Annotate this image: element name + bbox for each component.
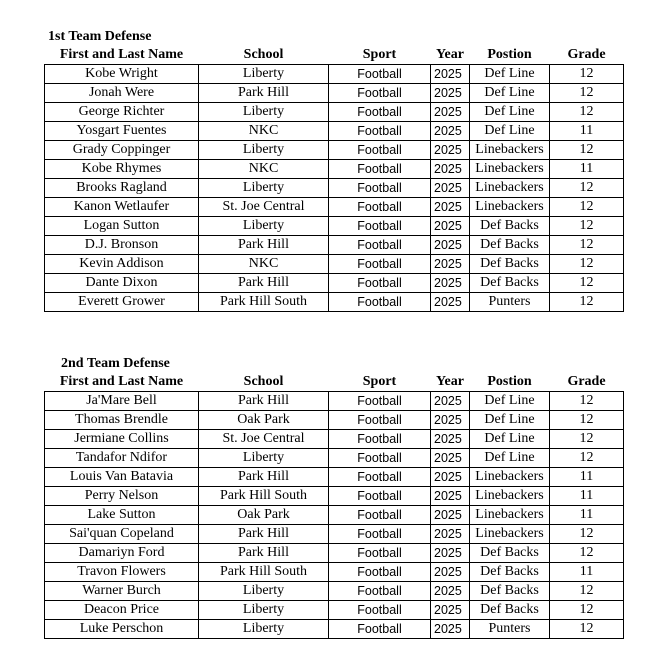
first-team-section bbox=[44, 28, 624, 312]
year-cell: 2025 bbox=[431, 582, 470, 601]
position-cell: Linebackers bbox=[470, 198, 550, 217]
school-cell: NKC bbox=[199, 122, 329, 141]
table-row bbox=[45, 65, 624, 84]
header-grade: Grade bbox=[567, 47, 606, 62]
grade-cell: 12 bbox=[550, 430, 624, 449]
grade-cell: 12 bbox=[550, 84, 624, 103]
school-cell: Liberty bbox=[199, 601, 329, 620]
player-name-cell: Tandafor Ndifor bbox=[45, 449, 199, 468]
player-name-cell: Perry Nelson bbox=[45, 487, 199, 506]
school-cell: Liberty bbox=[199, 141, 329, 160]
school-cell: Liberty bbox=[199, 582, 329, 601]
grade-cell: 12 bbox=[550, 544, 624, 563]
table-row bbox=[45, 179, 624, 198]
school-cell: Park Hill bbox=[199, 468, 329, 487]
header-sport: Sport bbox=[362, 374, 397, 389]
school-cell: Park Hill bbox=[199, 544, 329, 563]
player-name-cell: Louis Van Batavia bbox=[45, 468, 199, 487]
school-cell: Liberty bbox=[199, 179, 329, 198]
second-team-section bbox=[44, 355, 624, 639]
sport-cell: Football bbox=[329, 506, 431, 525]
header-sport: Sport bbox=[362, 47, 397, 62]
table-row bbox=[45, 274, 624, 293]
year-cell: 2025 bbox=[431, 217, 470, 236]
year-cell: 2025 bbox=[431, 411, 470, 430]
year-cell: 2025 bbox=[431, 620, 470, 639]
table-row bbox=[45, 293, 624, 312]
grade-cell: 12 bbox=[550, 65, 624, 84]
year-cell: 2025 bbox=[431, 255, 470, 274]
grade-cell: 12 bbox=[550, 198, 624, 217]
table-row bbox=[45, 141, 624, 160]
sport-cell: Football bbox=[329, 544, 431, 563]
grade-cell: 12 bbox=[550, 103, 624, 122]
header-position: Postion bbox=[487, 47, 532, 62]
table-row bbox=[45, 122, 624, 141]
school-cell: Oak Park bbox=[199, 411, 329, 430]
player-name-cell: Yosgart Fuentes bbox=[45, 122, 199, 141]
grade-cell: 12 bbox=[550, 449, 624, 468]
table-row bbox=[45, 468, 624, 487]
year-cell: 2025 bbox=[431, 525, 470, 544]
player-name-cell: Warner Burch bbox=[45, 582, 199, 601]
player-name-cell: Sai'quan Copeland bbox=[45, 525, 199, 544]
sport-cell: Football bbox=[329, 65, 431, 84]
school-cell: NKC bbox=[199, 160, 329, 179]
player-name-cell: Kanon Wetlaufer bbox=[45, 198, 199, 217]
header-row bbox=[45, 46, 624, 65]
table-row bbox=[45, 411, 624, 430]
position-cell: Linebackers bbox=[470, 179, 550, 198]
player-name-cell: Logan Sutton bbox=[45, 217, 199, 236]
sport-cell: Football bbox=[329, 392, 431, 411]
position-cell: Def Backs bbox=[470, 236, 550, 255]
school-cell: Park Hill bbox=[199, 525, 329, 544]
school-cell: St. Joe Central bbox=[199, 198, 329, 217]
grade-cell: 12 bbox=[550, 293, 624, 312]
grade-cell: 11 bbox=[550, 468, 624, 487]
position-cell: Punters bbox=[470, 620, 550, 639]
grade-cell: 11 bbox=[550, 506, 624, 525]
sport-cell: Football bbox=[329, 601, 431, 620]
position-cell: Linebackers bbox=[470, 506, 550, 525]
school-cell: Park Hill South bbox=[199, 487, 329, 506]
grade-cell: 12 bbox=[550, 392, 624, 411]
position-cell: Linebackers bbox=[470, 160, 550, 179]
position-cell: Def Backs bbox=[470, 217, 550, 236]
grade-cell: 12 bbox=[550, 236, 624, 255]
position-cell: Def Backs bbox=[470, 255, 550, 274]
year-cell: 2025 bbox=[431, 236, 470, 255]
year-cell: 2025 bbox=[431, 103, 470, 122]
sport-cell: Football bbox=[329, 487, 431, 506]
sport-cell: Football bbox=[329, 141, 431, 160]
player-name-cell: Everett Grower bbox=[45, 293, 199, 312]
grade-cell: 11 bbox=[550, 563, 624, 582]
year-cell: 2025 bbox=[431, 544, 470, 563]
sport-cell: Football bbox=[329, 293, 431, 312]
school-cell: St. Joe Central bbox=[199, 430, 329, 449]
table-row bbox=[45, 525, 624, 544]
table-row bbox=[45, 430, 624, 449]
year-cell: 2025 bbox=[431, 122, 470, 141]
position-cell: Def Line bbox=[470, 392, 550, 411]
player-name-cell: Jonah Were bbox=[45, 84, 199, 103]
table-row bbox=[45, 620, 624, 639]
header-name: First and Last Name bbox=[59, 374, 184, 389]
player-name-cell: Dante Dixon bbox=[45, 274, 199, 293]
year-cell: 2025 bbox=[431, 468, 470, 487]
player-name-cell: Luke Perschon bbox=[45, 620, 199, 639]
grade-cell: 12 bbox=[550, 411, 624, 430]
position-cell: Def Line bbox=[470, 65, 550, 84]
sport-cell: Football bbox=[329, 179, 431, 198]
header-name: First and Last Name bbox=[59, 47, 184, 62]
position-cell: Def Line bbox=[470, 122, 550, 141]
second-team-body bbox=[45, 392, 624, 639]
position-cell: Linebackers bbox=[470, 141, 550, 160]
year-cell: 2025 bbox=[431, 198, 470, 217]
school-cell: Liberty bbox=[199, 620, 329, 639]
table-row bbox=[45, 103, 624, 122]
year-cell: 2025 bbox=[431, 84, 470, 103]
year-cell: 2025 bbox=[431, 392, 470, 411]
grade-cell: 12 bbox=[550, 601, 624, 620]
year-cell: 2025 bbox=[431, 141, 470, 160]
grade-cell: 12 bbox=[550, 582, 624, 601]
position-cell: Def Line bbox=[470, 411, 550, 430]
first-team-table bbox=[44, 46, 624, 312]
grade-cell: 12 bbox=[550, 255, 624, 274]
table-row bbox=[45, 392, 624, 411]
player-name-cell: George Richter bbox=[45, 103, 199, 122]
position-cell: Def Line bbox=[470, 103, 550, 122]
position-cell: Def Line bbox=[470, 449, 550, 468]
player-name-cell: Kobe Wright bbox=[45, 65, 199, 84]
grade-cell: 12 bbox=[550, 620, 624, 639]
sport-cell: Football bbox=[329, 217, 431, 236]
school-cell: Liberty bbox=[199, 217, 329, 236]
player-name-cell: Grady Coppinger bbox=[45, 141, 199, 160]
player-name-cell: Deacon Price bbox=[45, 601, 199, 620]
position-cell: Linebackers bbox=[470, 487, 550, 506]
position-cell: Def Backs bbox=[470, 544, 550, 563]
school-cell: Park Hill bbox=[199, 392, 329, 411]
first-team-title: 1st Team Defense bbox=[48, 29, 152, 44]
position-cell: Def Line bbox=[470, 430, 550, 449]
header-grade: Grade bbox=[567, 374, 606, 389]
year-cell: 2025 bbox=[431, 487, 470, 506]
grade-cell: 12 bbox=[550, 141, 624, 160]
header-position: Postion bbox=[487, 374, 532, 389]
player-name-cell: Jermiane Collins bbox=[45, 430, 199, 449]
sport-cell: Football bbox=[329, 620, 431, 639]
position-cell: Linebackers bbox=[470, 525, 550, 544]
school-cell: Park Hill South bbox=[199, 293, 329, 312]
grade-cell: 12 bbox=[550, 525, 624, 544]
position-cell: Punters bbox=[470, 293, 550, 312]
position-cell: Def Line bbox=[470, 84, 550, 103]
position-cell: Def Backs bbox=[470, 563, 550, 582]
sport-cell: Football bbox=[329, 430, 431, 449]
grade-cell: 12 bbox=[550, 217, 624, 236]
school-cell: Park Hill bbox=[199, 236, 329, 255]
table-row bbox=[45, 255, 624, 274]
year-cell: 2025 bbox=[431, 563, 470, 582]
school-cell: Liberty bbox=[199, 103, 329, 122]
table-row bbox=[45, 449, 624, 468]
year-cell: 2025 bbox=[431, 506, 470, 525]
sport-cell: Football bbox=[329, 411, 431, 430]
first-team-body bbox=[45, 65, 624, 312]
year-cell: 2025 bbox=[431, 179, 470, 198]
second-team-title: 2nd Team Defense bbox=[61, 356, 170, 371]
sport-cell: Football bbox=[329, 236, 431, 255]
table-row bbox=[45, 487, 624, 506]
sport-cell: Football bbox=[329, 255, 431, 274]
sport-cell: Football bbox=[329, 198, 431, 217]
table-row bbox=[45, 84, 624, 103]
player-name-cell: Travon Flowers bbox=[45, 563, 199, 582]
sport-cell: Football bbox=[329, 160, 431, 179]
header-year: Year bbox=[436, 374, 464, 389]
school-cell: Park Hill South bbox=[199, 563, 329, 582]
header-school: School bbox=[243, 374, 284, 389]
table-row bbox=[45, 506, 624, 525]
sport-cell: Football bbox=[329, 468, 431, 487]
table-row bbox=[45, 563, 624, 582]
table-row bbox=[45, 601, 624, 620]
sport-cell: Football bbox=[329, 122, 431, 141]
position-cell: Def Backs bbox=[470, 274, 550, 293]
second-team-table bbox=[44, 373, 624, 639]
school-cell: Park Hill bbox=[199, 274, 329, 293]
sport-cell: Football bbox=[329, 525, 431, 544]
school-cell: Liberty bbox=[199, 449, 329, 468]
player-name-cell: Kobe Rhymes bbox=[45, 160, 199, 179]
school-cell: Liberty bbox=[199, 65, 329, 84]
player-name-cell: Brooks Ragland bbox=[45, 179, 199, 198]
grade-cell: 11 bbox=[550, 487, 624, 506]
grade-cell: 11 bbox=[550, 160, 624, 179]
year-cell: 2025 bbox=[431, 65, 470, 84]
position-cell: Def Backs bbox=[470, 601, 550, 620]
header-year: Year bbox=[436, 47, 464, 62]
year-cell: 2025 bbox=[431, 274, 470, 293]
table-row bbox=[45, 198, 624, 217]
school-cell: Oak Park bbox=[199, 506, 329, 525]
table-row bbox=[45, 160, 624, 179]
grade-cell: 11 bbox=[550, 122, 624, 141]
sport-cell: Football bbox=[329, 449, 431, 468]
school-cell: NKC bbox=[199, 255, 329, 274]
player-name-cell: Lake Sutton bbox=[45, 506, 199, 525]
player-name-cell: Thomas Brendle bbox=[45, 411, 199, 430]
sport-cell: Football bbox=[329, 582, 431, 601]
player-name-cell: Damariyn Ford bbox=[45, 544, 199, 563]
grade-cell: 12 bbox=[550, 179, 624, 198]
table-row bbox=[45, 217, 624, 236]
player-name-cell: Ja'Mare Bell bbox=[45, 392, 199, 411]
year-cell: 2025 bbox=[431, 449, 470, 468]
table-row bbox=[45, 544, 624, 563]
sport-cell: Football bbox=[329, 274, 431, 293]
table-row bbox=[45, 236, 624, 255]
year-cell: 2025 bbox=[431, 430, 470, 449]
school-cell: Park Hill bbox=[199, 84, 329, 103]
header-row bbox=[45, 373, 624, 392]
header-school: School bbox=[243, 47, 284, 62]
player-name-cell: Kevin Addison bbox=[45, 255, 199, 274]
player-name-cell: D.J. Bronson bbox=[45, 236, 199, 255]
year-cell: 2025 bbox=[431, 293, 470, 312]
sport-cell: Football bbox=[329, 103, 431, 122]
table-row bbox=[45, 582, 624, 601]
sport-cell: Football bbox=[329, 84, 431, 103]
sport-cell: Football bbox=[329, 563, 431, 582]
position-cell: Linebackers bbox=[470, 468, 550, 487]
year-cell: 2025 bbox=[431, 160, 470, 179]
year-cell: 2025 bbox=[431, 601, 470, 620]
position-cell: Def Backs bbox=[470, 582, 550, 601]
grade-cell: 12 bbox=[550, 274, 624, 293]
